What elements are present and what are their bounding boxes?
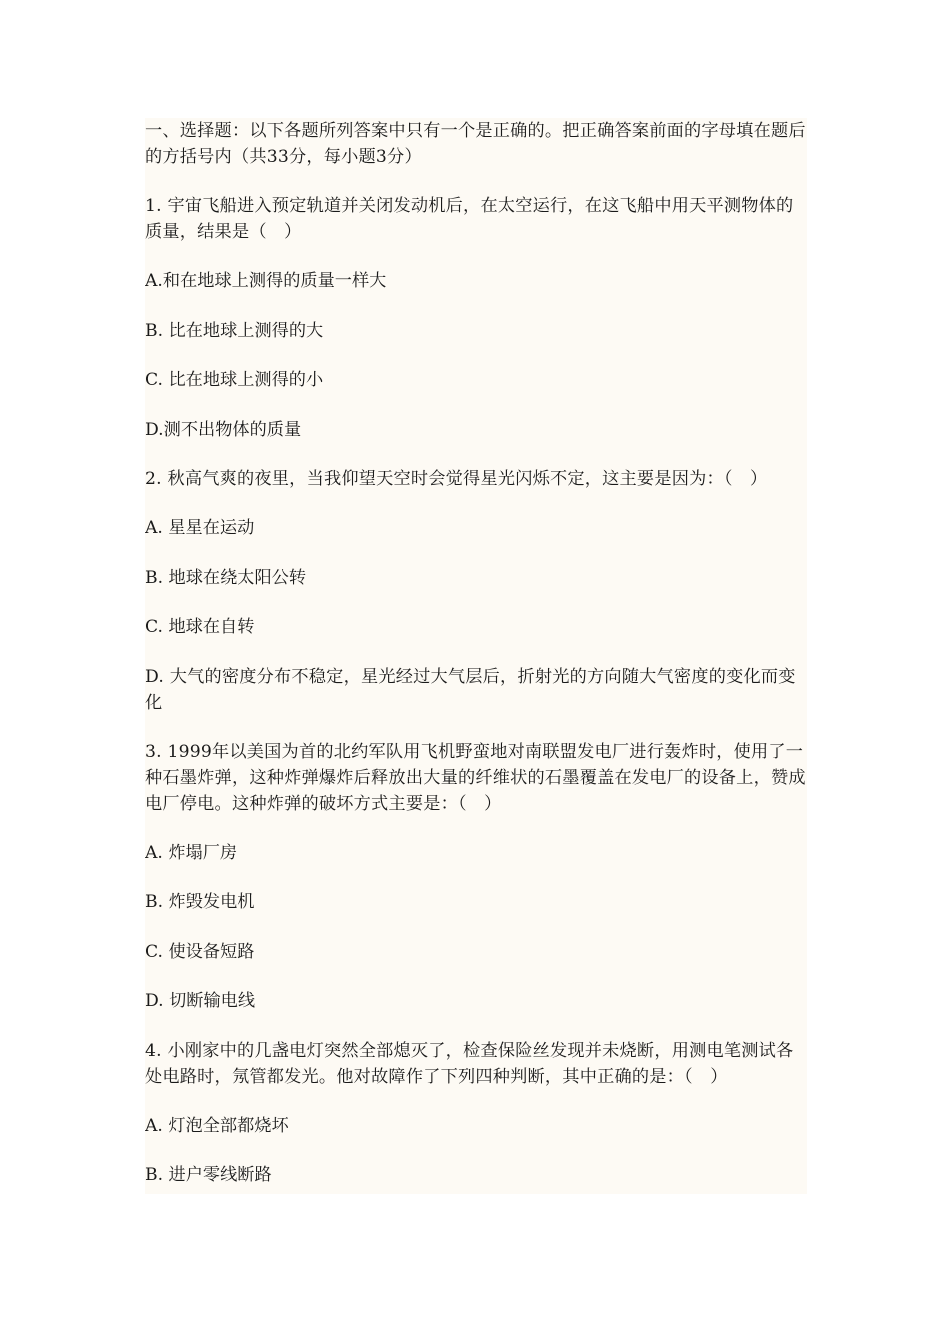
document-content [145, 118, 807, 1194]
question-4-option-b: B. 进户零线断路 [145, 1165, 272, 1185]
question-2-option-d: D. 大气的密度分布不稳定，星光经过大气层后，折射光的方向随大气密度的变化而变化 [145, 666, 796, 713]
question-3-stem: 3. 1999年以美国为首的北约军队用飞机野蛮地对南联盟发电厂进行轰炸时，使用了一种石墨炸弹，这种炸弹爆炸后释放出大量的纤维状的石墨覆盖在发电厂的设备上，赞成电厂停电。这种炸弹的破坏方式主要是：（ ） [145, 741, 806, 814]
question-3-option-d: D. 切断输电线 [145, 991, 256, 1011]
question-1-stem: 1. 宇宙飞船进入预定轨道并关闭发动机后，在太空运行，在这飞船中用天平测物体的质量，结果是（ ） [145, 196, 794, 242]
question-3-option-b: B. 炸毁发电机 [145, 892, 255, 912]
question-1-option-a: A.和在地球上测得的质量一样大 [145, 271, 387, 291]
question-2-option-a: A. 星星在运动 [145, 518, 255, 538]
question-2-option-b: B. 地球在绕太阳公转 [145, 567, 307, 588]
question-4-stem: 4. 小刚家中的几盏电灯突然全部熄灭了，检查保险丝发现并未烧断，用测电笔测试各处电路时，氖管都发光。他对故障作了下列四种判断，其中正确的是：（ ） [145, 1040, 794, 1087]
question-3-option-c: C. 使设备短路 [145, 941, 255, 962]
question-4-option-a: A. 灯泡全部都烧坏 [145, 1115, 289, 1136]
question-1-option-d: D.测不出物体的质量 [145, 419, 302, 440]
question-3-option-a: A. 炸塌厂房 [145, 842, 238, 863]
question-2-stem: 2. 秋高气爽的夜里，当我仰望天空时会觉得星光闪烁不定，这主要是因为：（ ） [145, 469, 768, 489]
question-1-option-b: B. 比在地球上测得的大 [145, 320, 324, 341]
question-2-option-c: C. 地球在自转 [145, 617, 255, 637]
section-heading: 一、选择题：以下各题所列答案中只有一个是正确的。把正确答案前面的字母填在题后的方括号内（共33分，每小题3分） [145, 121, 806, 167]
question-1-option-c: C. 比在地球上测得的小 [145, 370, 324, 390]
